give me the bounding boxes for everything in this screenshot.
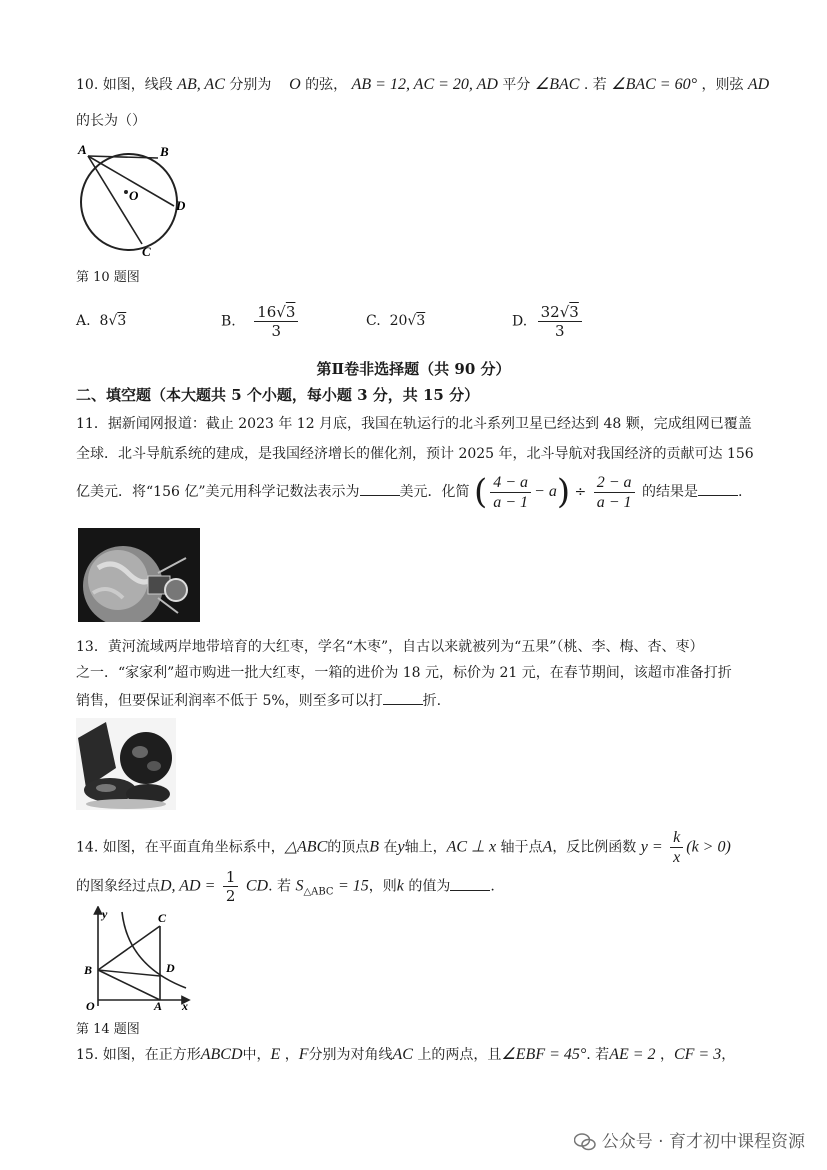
wechat-icon	[574, 1133, 596, 1151]
q13-blank[interactable]	[383, 691, 423, 705]
q10-option-c[interactable]: C. 20√3	[366, 313, 426, 329]
part-heading: 二、填空题（本大题共 5 个小题，每小题 3 分，共 15 分）	[76, 386, 480, 404]
q11-line2: 全球．北斗导航系统的建成，是我国经济增长的催化剂，预计 2025 年，北斗导航对我国经济的贡献可达 156	[76, 446, 754, 462]
hyperbola-curve	[122, 912, 186, 988]
center-dot	[124, 190, 128, 194]
label-c: C	[142, 244, 151, 258]
q14-figure	[78, 906, 196, 1012]
label-x: x	[182, 999, 188, 1012]
label-o: O	[129, 188, 139, 203]
q11-blank-2[interactable]	[698, 482, 738, 496]
q10-option-b[interactable]: B. $\frac{16√3}{3}$	[221, 303, 301, 340]
chord-ab	[88, 156, 158, 158]
q11-line3: 亿美元．将“156 亿”美元用科学记数法表示为 美元．化简 ( $\frac{4 - a}{a - 1}$ − a) ÷ $\frac{2 - a}{a - 1}$ 的结果是 .	[76, 472, 743, 512]
label-o: O	[86, 999, 95, 1012]
label-c: C	[158, 911, 167, 925]
q10-line2: 的长为（）	[76, 113, 146, 129]
wechat-watermark: 公众号 · 育才初中课程资源	[574, 1127, 805, 1152]
q10-figure	[76, 140, 196, 258]
q13-line3: 销售，但要保证利润率不低于 5%，则至多可以打 折.	[76, 693, 442, 709]
q10-figure-caption: 第 10 题图	[76, 270, 140, 285]
label-d: D	[166, 961, 175, 975]
section-title: 第Ⅱ卷非选择题（共 90 分）	[316, 360, 511, 378]
label-y: y	[102, 907, 108, 921]
satellite-photo	[78, 528, 200, 622]
q11-line1: 11．据新闻网报道：截止 2023 年 12 月底，我国在轨运行的北斗系列卫星已经达到 48 颗，完成组网已覆盖	[76, 416, 752, 432]
q10-option-d[interactable]: D. $\frac{32√3}{3}$	[512, 303, 585, 340]
q14-line2: 的图象经过点D, AD = $\frac{1}{2}$ CD. 若 $S_{\triangle ABC} = 15$，则k 的值为 .	[76, 868, 495, 905]
red-dates-photo	[76, 718, 176, 810]
q11-blank-1[interactable]	[360, 482, 400, 496]
q14-figure-caption: 第 14 题图	[76, 1022, 140, 1037]
q14-blank[interactable]	[450, 877, 490, 891]
label-a: A	[78, 142, 87, 157]
q15-line1: 15. 如图，在正方形ABCD中，E ，F分别为对角线AC 上的两点，且∠EBF = 45°. 若AE = 2 ，CF = 3，	[76, 1046, 736, 1063]
label-d: D	[176, 198, 186, 213]
q13-line2: 之一．“家家利”超市购进一批大红枣，一箱的进价为 18 元，标价为 21 元，在春节期间，该超市准备打折	[76, 665, 732, 681]
label-b: B	[84, 963, 93, 977]
q10-line1: 10. 如图，线段 AB, AC 分别为 O 的弦， AB = 12, AC = 20, AD 平分 ∠BAC . 若 ∠BAC = 60° ，则弦 AD	[76, 76, 770, 93]
q14-line1: 14. 如图，在平面直角坐标系中，△ABC的顶点B 在y轴上，AC ⊥ x 轴于点A，反比例函数 y = $\frac{k}{x}$ (k > 0)	[76, 829, 731, 866]
q10-option-a[interactable]: A. 8√3	[76, 313, 127, 329]
label-a: A	[154, 999, 163, 1012]
segment-bc	[98, 926, 160, 970]
q13-line1: 13．黄河流域两岸地带培育的大红枣，学名“木枣”，自古以来就被列为“五果”（桃、李、梅、杏、枣）	[76, 639, 704, 655]
label-b: B	[160, 144, 169, 159]
